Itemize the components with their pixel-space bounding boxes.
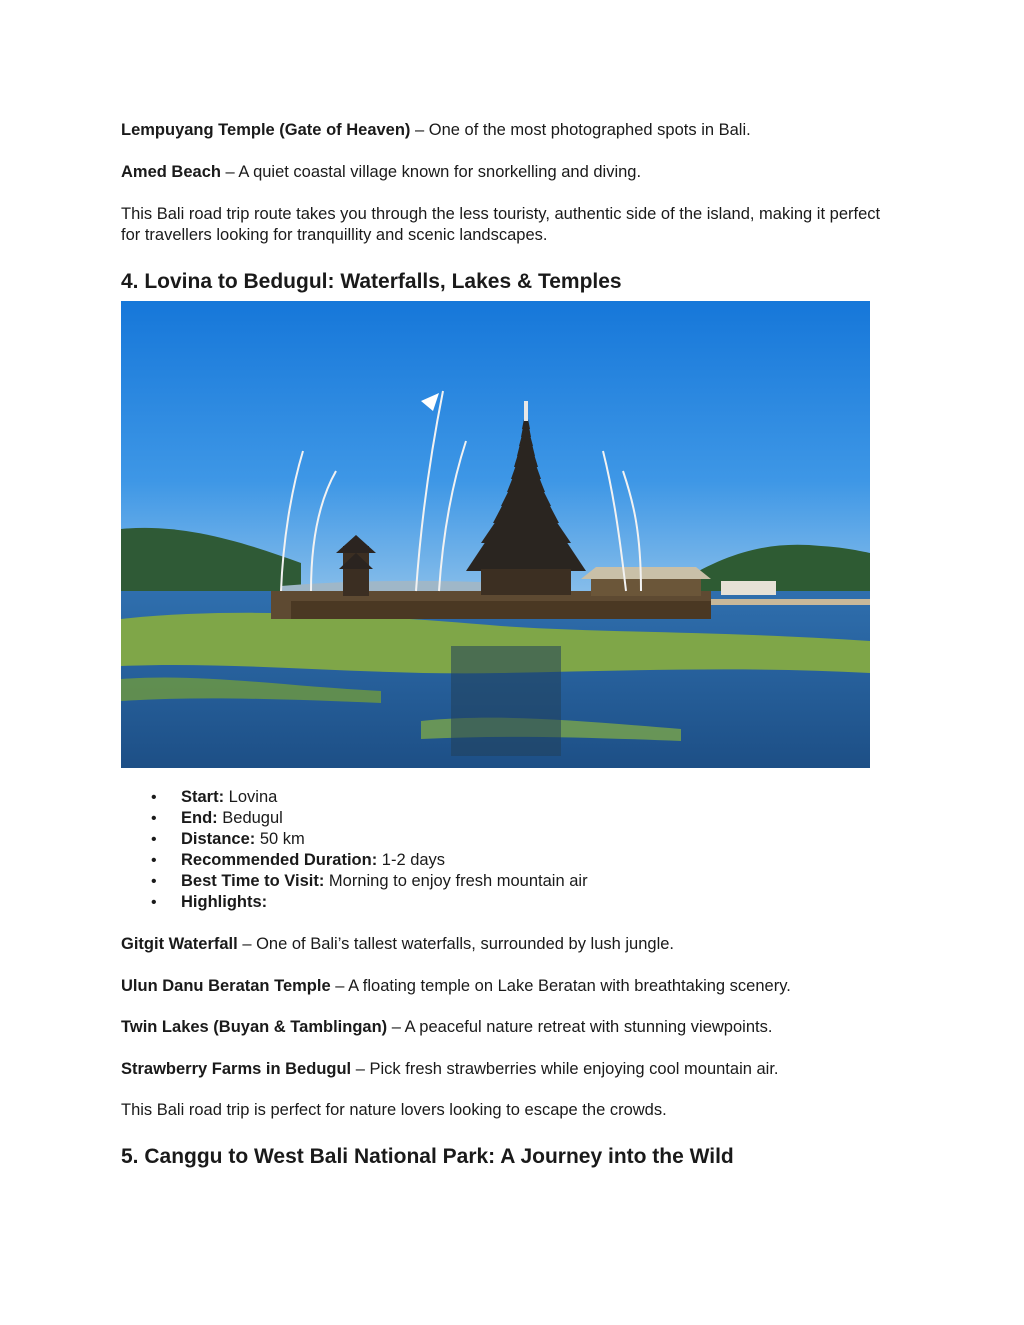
- paragraph-strawberry: Strawberry Farms in Bedugul – Pick fresh strawberries while enjoying cool mountain air.: [121, 1060, 779, 1078]
- section5-heading: 5. Canggu to West Bali National Park: A Journey into the Wild: [121, 1145, 734, 1168]
- paragraph-section4-summary: This Bali road trip is perfect for nature lovers looking to escape the crowds.: [121, 1101, 667, 1119]
- route-details-list: [121, 787, 588, 913]
- paragraph-ulun-danu: Ulun Danu Beratan Temple – A floating temple on Lake Beratan with breathtaking scenery.: [121, 977, 791, 995]
- paragraph-lempuyang: Lempuyang Temple (Gate of Heaven) – One of the most photographed spots in Bali.: [121, 121, 751, 139]
- paragraph-gitgit: Gitgit Waterfall – One of Bali’s tallest waterfalls, surrounded by lush jungle.: [121, 935, 675, 953]
- list-item: • Highlights:: [121, 892, 588, 913]
- paragraph-route3-summary: This Bali road trip route takes you through the less touristy, authentic side of the island, making it perfect for travellers looking for tranquillity and scenic landscapes.: [121, 205, 881, 244]
- list-item: • Best Time to Visit: Morning to enjoy fresh mountain air: [121, 871, 588, 892]
- temple-lake-photo: [121, 301, 870, 768]
- list-item: • Start: Lovina: [121, 787, 588, 808]
- paragraph-twin-lakes: Twin Lakes (Buyan & Tamblingan) – A peaceful nature retreat with stunning viewpoints.: [121, 1018, 773, 1036]
- list-item: • End: Bedugul: [121, 808, 588, 829]
- list-item: • Recommended Duration: 1-2 days: [121, 850, 588, 871]
- section4-heading: 4. Lovina to Bedugul: Waterfalls, Lakes & Temples: [121, 270, 622, 293]
- list-item: • Distance: 50 km: [121, 829, 588, 850]
- paragraph-amed: Amed Beach – A quiet coastal village known for snorkelling and diving.: [121, 163, 642, 181]
